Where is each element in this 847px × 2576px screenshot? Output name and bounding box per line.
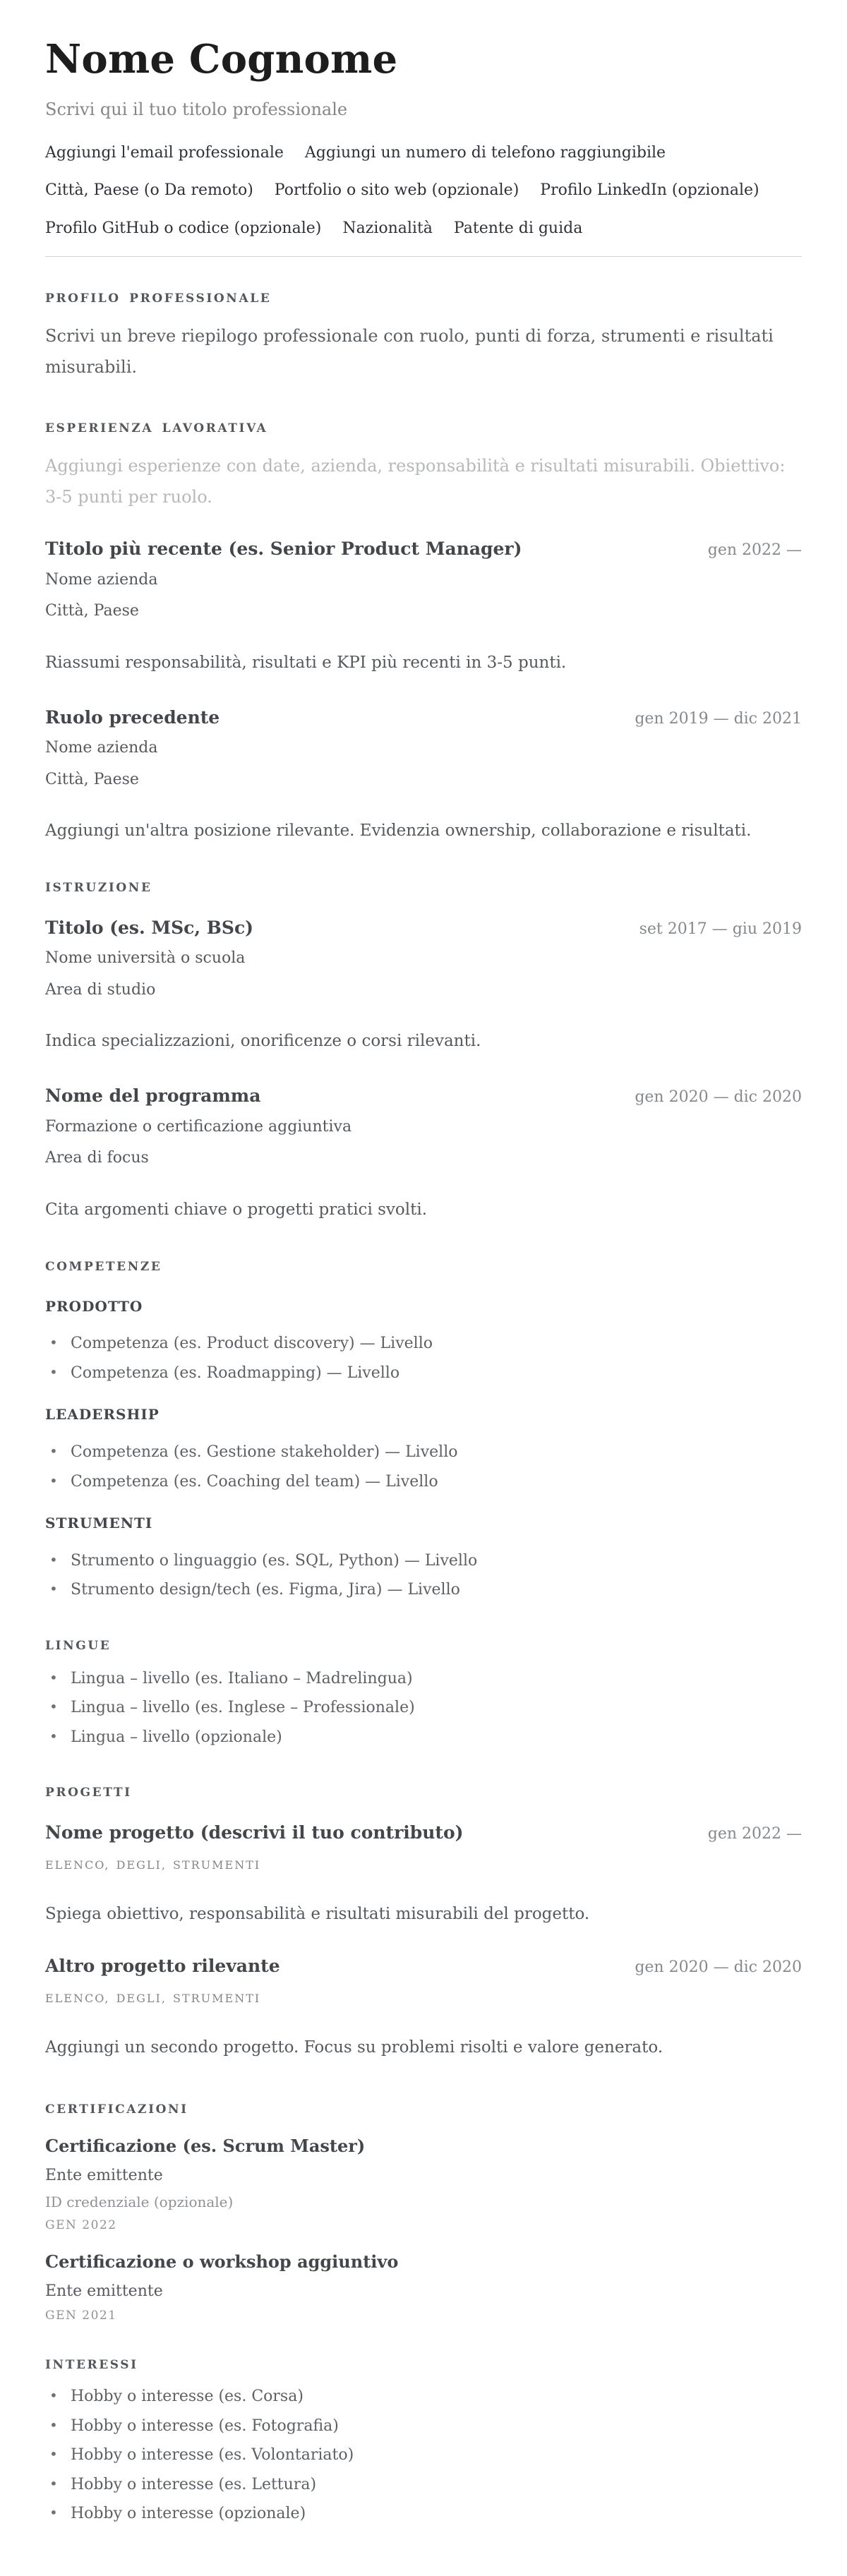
section-education: [45, 880, 802, 1221]
section-projects: [45, 1785, 802, 2059]
education-entry: [45, 1085, 802, 1220]
interest-list: [45, 2387, 802, 2524]
profile-summary-placeholder[interactable]: Scrivi un breve riepilogo professionale con ruolo, punti di forza, strumenti e risultati misurabili.: [45, 326, 774, 378]
skill-item: • Competenza (es. Product discovery) — Livello: [45, 1334, 802, 1354]
job-entry-header: [45, 538, 802, 560]
certification-issuer: Ente emittente: [45, 2166, 163, 2184]
certification-date: GEN 2021: [45, 2308, 117, 2323]
contact-row: [45, 143, 802, 163]
project-dates: gen 2020 — dic 2020: [635, 1958, 802, 1977]
experience-placeholder[interactable]: Aggiungi esperienze con date, azienda, responsabilità e risultati misurabili. Obiettivo: 3-5 punti per ruolo.: [45, 456, 786, 507]
field-of-study: Area di studio: [45, 980, 156, 999]
certification-date: GEN 2022: [45, 2218, 117, 2233]
project-dates: gen 2022 —: [707, 1825, 802, 1843]
section-interests: [45, 2357, 802, 2524]
resume-header: [45, 38, 802, 257]
job-description-placeholder[interactable]: Riassumi responsabilità, risultati e KPI più recenti in 3-5 punti.: [45, 653, 567, 672]
section-languages: [45, 1638, 802, 1747]
contact-info: [45, 143, 802, 239]
job-entry-header: [45, 706, 802, 728]
job-location: Città, Paese: [45, 770, 139, 788]
contact-github-placeholder[interactable]: Profilo GitHub o codice (opzionale): [45, 219, 322, 237]
section-heading-profile: PROFILO PROFESSIONALE: [45, 291, 272, 306]
contact-driving-license-placeholder[interactable]: Patente di guida: [453, 219, 583, 237]
job-title: Titolo più recente (es. Senior Product Manager): [45, 538, 522, 560]
company-name: Nome azienda: [45, 739, 158, 757]
section-heading-education: ISTRUZIONE: [45, 881, 152, 896]
education-entry: [45, 917, 802, 1052]
section-heading-languages: LINGUE: [45, 1638, 112, 1653]
skill-item: • Competenza (es. Coaching del team) — Livello: [45, 1472, 802, 1492]
interest-item: • Hobby o interesse (es. Volontariato): [45, 2445, 802, 2465]
page-title: Nome Cognome: [45, 36, 398, 83]
section-skills: [45, 1259, 802, 1600]
project-entry-header: [45, 1955, 802, 1977]
project-description-placeholder[interactable]: Aggiungi un secondo progetto. Focus su problemi risolti e valore generato.: [45, 2038, 663, 2057]
language-item: • Lingua – livello (es. Italiano – Madrelingua): [45, 1669, 802, 1689]
education-entry-header: [45, 917, 802, 939]
school-name: Nome università o scuola: [45, 949, 246, 968]
section-heading-projects: PROGETTI: [45, 1786, 132, 1800]
project-entry-header: [45, 1822, 802, 1843]
education-dates: set 2017 — giu 2019: [639, 920, 802, 939]
interest-item: • Hobby o interesse (es. Lettura): [45, 2475, 802, 2495]
interest-item: • Hobby o interesse (opzionale): [45, 2504, 802, 2524]
project-tools-list: ELENCO, DEGLI, STRUMENTI: [45, 1991, 261, 2005]
field-of-study: Area di focus: [45, 1149, 149, 1167]
contact-row: [45, 181, 802, 200]
project-title: Altro progetto rilevante: [45, 1956, 280, 1977]
education-entry-header: [45, 1085, 802, 1107]
section-work-experience: [45, 421, 802, 842]
project-title: Nome progetto (descrivi il tuo contributo): [45, 1822, 464, 1843]
contact-linkedin-placeholder[interactable]: Profilo LinkedIn (opzionale): [540, 181, 759, 200]
project-entry: [45, 1955, 802, 2059]
contact-email-placeholder[interactable]: Aggiungi l'email professionale: [45, 143, 284, 162]
section-heading-certifications: CERTIFICAZIONI: [45, 2102, 188, 2117]
education-note-placeholder[interactable]: Indica specializzazioni, onorificenze o corsi rilevanti.: [45, 1032, 481, 1051]
skill-item: • Competenza (es. Roadmapping) — Livello: [45, 1364, 802, 1383]
section-professional-profile: [45, 291, 802, 383]
certification-credential-id: ID credenziale (opzionale): [45, 2193, 234, 2211]
contact-row: [45, 219, 802, 239]
education-note-placeholder[interactable]: Cita argomenti chiave o progetti pratici svolti.: [45, 1200, 428, 1219]
skill-item: • Strumento o linguaggio (es. SQL, Python) — Livello: [45, 1551, 802, 1571]
contact-location-placeholder[interactable]: Città, Paese (o Da remoto): [45, 181, 253, 200]
language-item: • Lingua – livello (opzionale): [45, 1728, 802, 1747]
skill-list-leadership: [45, 1443, 802, 1491]
skill-item: • Strumento design/tech (es. Figma, Jira) — Livello: [45, 1580, 802, 1600]
degree-title: Titolo (es. MSc, BSc): [45, 917, 254, 939]
section-heading-skills: COMPETENZE: [45, 1259, 162, 1274]
degree-title: Nome del programma: [45, 1085, 261, 1107]
job-entry: [45, 538, 802, 673]
certification-title: Certificazione (es. Scrum Master): [45, 2135, 366, 2156]
skill-list-tools: [45, 1551, 802, 1600]
job-location: Città, Paese: [45, 602, 139, 620]
language-item: • Lingua – livello (es. Inglese – Professionale): [45, 1698, 802, 1718]
project-description-placeholder[interactable]: Spiega obiettivo, responsabilità e risultati misurabili del progetto.: [45, 1905, 590, 1924]
job-title: Ruolo precedente: [45, 706, 220, 728]
language-list: [45, 1669, 802, 1747]
certification-title: Certificazione o workshop aggiuntivo: [45, 2251, 399, 2273]
section-heading-interests: INTERESSI: [45, 2358, 138, 2373]
education-dates: gen 2020 — dic 2020: [635, 1088, 802, 1107]
company-name: Nome azienda: [45, 570, 158, 589]
skill-group-product: PRODOTTO: [45, 1297, 143, 1315]
certification-issuer: Ente emittente: [45, 2282, 163, 2301]
interest-item: • Hobby o interesse (es. Corsa): [45, 2387, 802, 2407]
certification-entry: [45, 2251, 802, 2323]
job-dates: gen 2022 —: [707, 541, 802, 560]
project-tools-list: ELENCO, DEGLI, STRUMENTI: [45, 1858, 261, 1872]
contact-phone-placeholder[interactable]: Aggiungi un numero di telefono raggiungibile: [304, 143, 666, 162]
header-divider: [45, 256, 802, 257]
certification-entry: [45, 2136, 802, 2234]
job-dates: gen 2019 — dic 2021: [635, 709, 802, 728]
contact-portfolio-placeholder[interactable]: Portfolio o sito web (opzionale): [274, 181, 519, 200]
skill-item: • Competenza (es. Gestione stakeholder) — Livello: [45, 1443, 802, 1462]
section-heading-experience: ESPERIENZA LAVORATIVA: [45, 421, 268, 436]
skill-list-product: [45, 1334, 802, 1383]
contact-nationality-placeholder[interactable]: Nazionalità: [342, 219, 433, 237]
project-entry: [45, 1822, 802, 1925]
job-description-placeholder[interactable]: Aggiungi un'altra posizione rilevante. Evidenzia ownership, collaborazione e risultati.: [45, 821, 752, 841]
interest-item: • Hobby o interesse (es. Fotografia): [45, 2416, 802, 2436]
section-certifications: [45, 2102, 802, 2324]
skill-group-leadership: LEADERSHIP: [45, 1406, 160, 1424]
school-name: Formazione o certificazione aggiuntiva: [45, 1117, 352, 1136]
job-entry: [45, 706, 802, 842]
skill-group-tools: STRUMENTI: [45, 1515, 153, 1532]
professional-tagline-placeholder[interactable]: Scrivi qui il tuo titolo professionale: [45, 99, 348, 119]
